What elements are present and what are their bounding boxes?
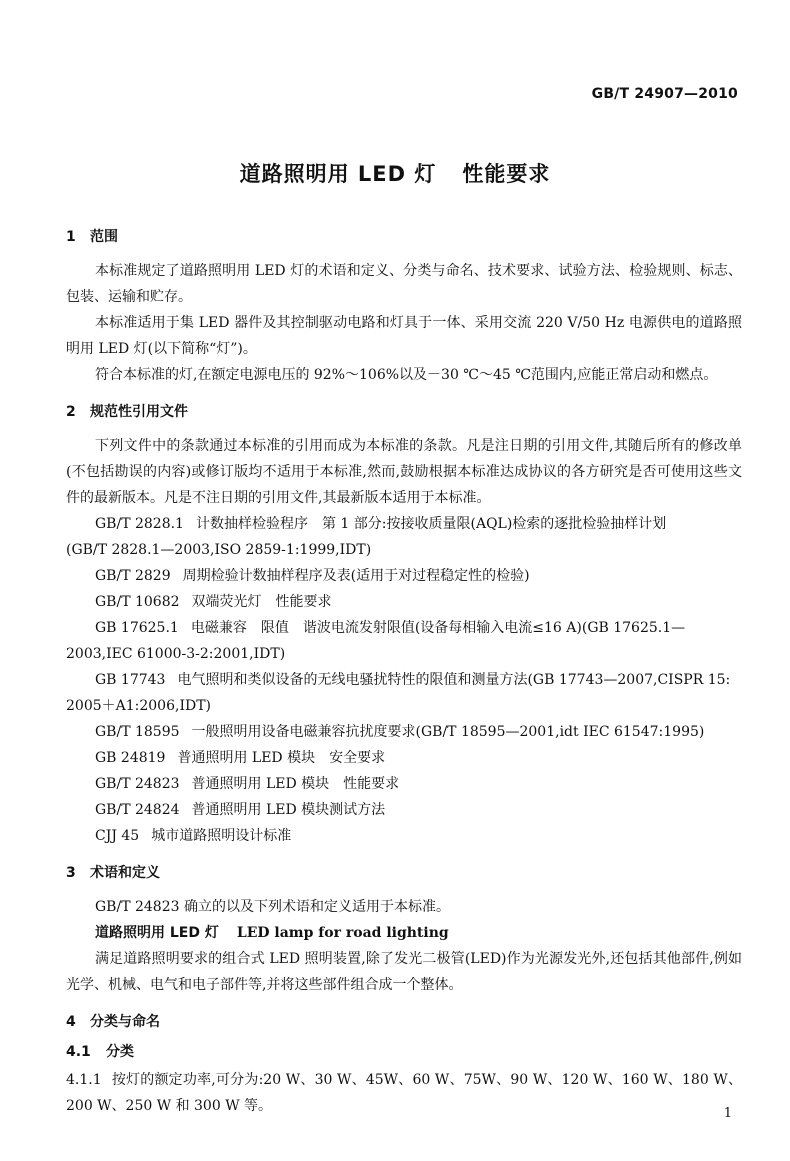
reference-code: CJJ 45	[95, 828, 140, 844]
standard-code: GB/T 24907—2010	[591, 86, 738, 102]
clause-4-1-1	[66, 1067, 742, 1119]
section-number: 3	[66, 865, 76, 881]
section-number: 1	[66, 229, 76, 245]
reference-title: 普通照明用 LED 模块 安全要求	[177, 750, 386, 766]
reference-code: GB/T 18595	[95, 724, 180, 740]
reference-code: GB/T 2829	[95, 568, 171, 584]
scope-paragraph-3: 符合本标准的灯,在额定电源电压的 92%～106%以及－30 ℃～45 ℃范围内,应能正常启动和燃点。	[95, 367, 718, 383]
terms-intro: GB/T 24823 确立的以及下列术语和定义适用于本标准。	[95, 899, 450, 915]
section-number: 2	[66, 404, 76, 420]
term-chinese: 道路照明用 LED 灯	[95, 925, 219, 941]
reference-title: 电磁兼容 限值 谐波电流发射限值(设备每相输入电流≤16 A)(GB 17625.1—	[190, 620, 686, 636]
reference-continuation: (GB/T 2828.1—2003,ISO 2859-1:1999,IDT)	[66, 542, 372, 558]
section-3-heading	[66, 864, 742, 882]
reference-title: 普通照明用 LED 模块测试方法	[191, 802, 386, 818]
page-number: 1	[723, 1106, 732, 1121]
reference-code: GB 17625.1	[95, 620, 179, 636]
title-part-2: 性能要求	[462, 162, 551, 186]
subsection-4-1-heading	[66, 1043, 742, 1061]
reference-item	[66, 563, 742, 589]
references-intro: 下列文件中的条款通过本标准的引用而成为本标准的条款。凡是注日期的引用文件,其随后所有的修改单(不包括勘误的内容)或修订版均不适用于本标准,然而,鼓励根据本标准达成协议的各方研究是否可使用这些文件的最新版本。凡是不注日期的引用文件,其最新版本适用于本标准。	[66, 438, 742, 506]
reference-title: 普通照明用 LED 模块 性能要求	[191, 776, 400, 792]
reference-item	[66, 719, 742, 745]
term-definition: 满足道路照明要求的组合式 LED 照明装置,除了发光二极管(LED)作为光源发光外,还包括其他部件,例如光学、机械、电气和电子部件等,并将这些部件组合成一个整体。	[66, 951, 742, 993]
reference-item	[66, 589, 742, 615]
reference-title: 双端荧光灯 性能要求	[191, 594, 332, 610]
scope-paragraph-1: 本标准规定了道路照明用 LED 灯的术语和定义、分类与命名、技术要求、试验方法、检验规则、标志、包装、运输和贮存。	[66, 263, 742, 305]
reference-item	[66, 823, 742, 849]
title-part-1: 道路照明用 LED 灯	[239, 162, 437, 186]
reference-item	[66, 745, 742, 771]
reference-title: 一般照明用设备电磁兼容抗扰度要求(GB/T 18595—2001,idt IEC 61547:1995)	[191, 724, 705, 740]
reference-continuation: 2005＋A1:2006,IDT)	[66, 698, 211, 714]
reference-item	[66, 797, 742, 823]
reference-item	[66, 511, 742, 563]
section-1-heading	[66, 228, 742, 246]
reference-code: GB 17743	[95, 672, 166, 688]
section-number: 4	[66, 1014, 76, 1030]
reference-code: GB/T 2828.1	[95, 516, 184, 532]
section-2-heading	[66, 403, 742, 421]
document-body	[66, 228, 742, 1119]
scope-paragraph-2: 本标准适用于集 LED 器件及其控制驱动电路和灯具于一体、采用交流 220 V/50 Hz 电源供电的道路照明用 LED 灯(以下简称“灯”)。	[66, 315, 742, 357]
reference-item	[66, 615, 742, 667]
reference-title: 计数抽样检验程序 第 1 部分:按接收质量限(AQL)检索的逐批检验抽样计划	[195, 516, 667, 532]
section-title: 规范性引用文件	[90, 404, 188, 420]
reference-code: GB 24819	[95, 750, 166, 766]
reference-code: GB/T 24823	[95, 776, 180, 792]
reference-title: 城市道路照明设计标准	[151, 828, 292, 844]
document-title	[0, 158, 790, 188]
section-4-heading	[66, 1013, 742, 1031]
reference-code: GB/T 24824	[95, 802, 180, 818]
reference-title: 电气照明和类似设备的无线电骚扰特性的限值和测量方法(GB 17743—2007,CISPR 15:	[177, 672, 731, 688]
reference-item	[66, 771, 742, 797]
subsection-number: 4.1	[66, 1044, 91, 1060]
term-entry	[66, 920, 742, 946]
reference-item	[66, 667, 742, 719]
subsection-title: 分类	[106, 1044, 134, 1060]
section-title: 范围	[90, 229, 118, 245]
reference-title: 周期检验计数抽样程序及表(适用于对过程稳定性的检验)	[182, 568, 530, 584]
section-title: 术语和定义	[90, 865, 160, 881]
section-title: 分类与命名	[90, 1014, 160, 1030]
clause-number: 4.1.1	[66, 1072, 102, 1088]
reference-continuation: 2003,IEC 61000-3-2:2001,IDT)	[66, 646, 286, 662]
reference-code: GB/T 10682	[95, 594, 180, 610]
clause-text: 按灯的额定功率,可分为:20 W、30 W、45W、60 W、75W、90 W、120 W、160 W、180 W、200 W、250 W 和 300 W 等。	[66, 1072, 742, 1114]
term-english: LED lamp for road lighting	[236, 925, 449, 941]
